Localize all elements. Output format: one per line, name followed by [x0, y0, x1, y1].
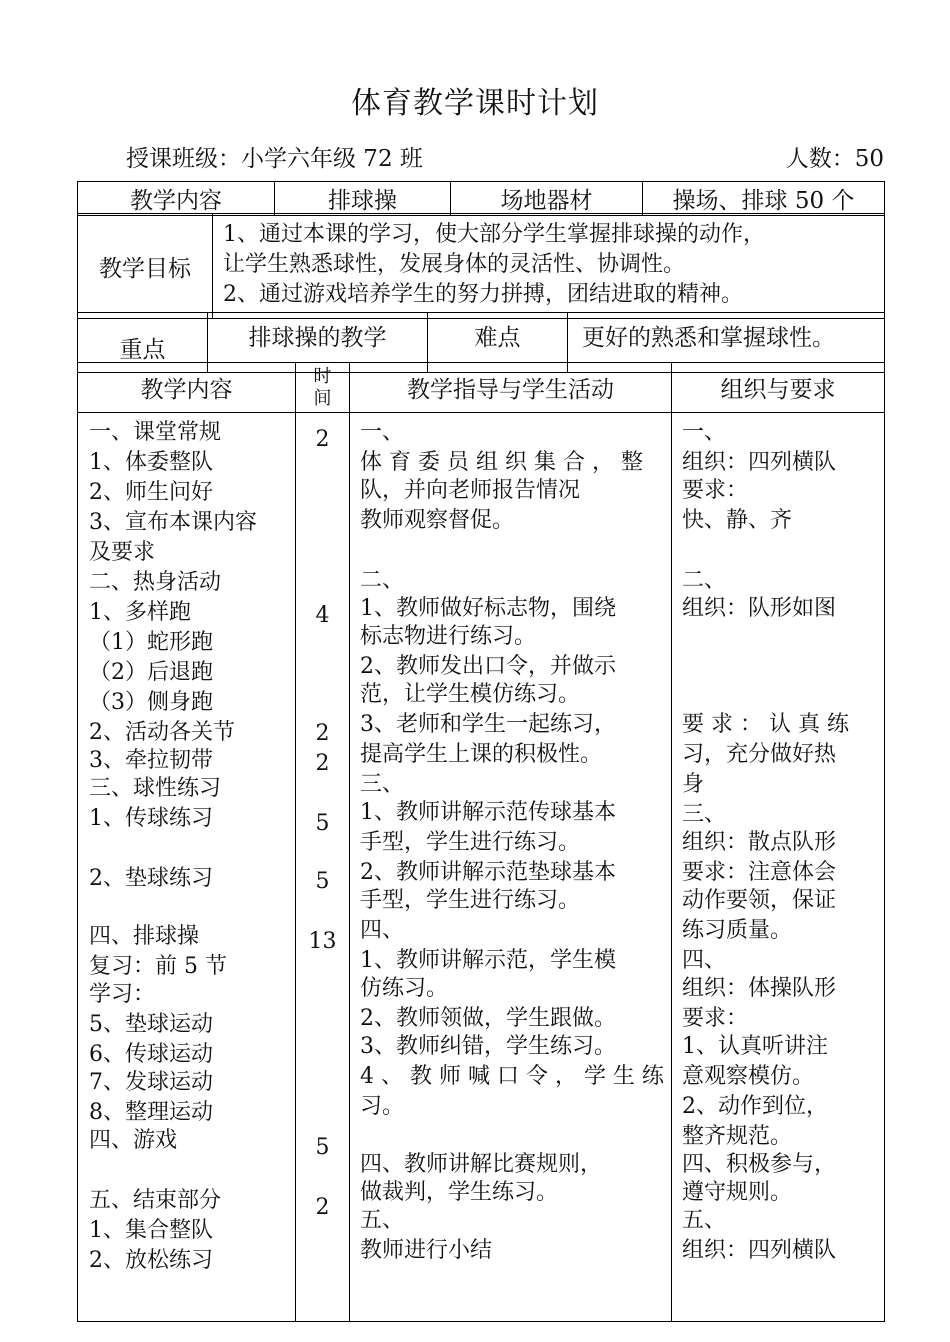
time-value: 2 — [315, 1195, 330, 1220]
cell-line: 四、排球操 — [89, 924, 200, 949]
cell-line: 范，让学生模仿练习。 — [360, 682, 581, 707]
cell-line: 学习： — [89, 982, 156, 1007]
header-time-2: 间 — [313, 387, 332, 409]
content-row — [77, 181, 885, 216]
cell-line: 3、教师纠错，学生练习。 — [360, 1034, 616, 1059]
cell-line: 身 — [682, 772, 705, 797]
cell-line: 3、宣布本课内容 — [89, 510, 257, 535]
cell-line: 一、课堂常规 — [89, 420, 222, 445]
cell-line: 仿练习。 — [360, 976, 449, 1001]
goal-line: 2、通过游戏培养学生的努力拼搏，团结进取的精神。 — [223, 282, 743, 307]
header-organization: 组织与要求 — [672, 363, 885, 413]
cell-line: 做裁判，学生练习。 — [360, 1180, 559, 1205]
cell-line: 五、 — [682, 1208, 727, 1233]
guidance-column — [350, 413, 672, 1322]
cell-line: 2、活动各关节 — [89, 720, 235, 745]
cell-line: 队，并向老师报告情况 — [360, 478, 581, 503]
cell-line: 五、 — [360, 1208, 405, 1233]
cell-line: 二、热身活动 — [89, 570, 222, 595]
time-value: 2 — [315, 721, 330, 746]
venue-label: 场地器材 — [451, 182, 643, 216]
cell-line: 三、 — [682, 802, 727, 827]
cell-line: 1、集合整队 — [89, 1218, 213, 1243]
cell-line: 1、教师做好标志物，围绕 — [360, 596, 616, 621]
cell-line: 组织：体操队形 — [682, 976, 837, 1001]
time-column — [296, 413, 350, 1322]
cell-line: 2、师生问好 — [89, 480, 213, 505]
cell-line: 二、 — [682, 568, 727, 593]
time-value: 13 — [308, 929, 337, 954]
page-title: 体育教学课时计划 — [351, 86, 599, 121]
student-count: 人数：50 — [785, 146, 884, 172]
cell-line: 要求： — [682, 1006, 749, 1031]
cell-line: 三、球性练习 — [89, 776, 222, 801]
goal-line: 1、通过本课的学习，使大部分学生掌握排球操的动作， — [223, 222, 765, 247]
cell-line: 教师进行小结 — [360, 1238, 493, 1263]
cell-line: 四、 — [360, 918, 405, 943]
cell-line: 五、结束部分 — [89, 1188, 222, 1213]
class-info: 授课班级：小学六年级 72 班 — [126, 146, 423, 172]
cell-line: 8、整理运动 — [89, 1100, 213, 1125]
cell-line: 2、放松练习 — [89, 1248, 213, 1273]
cell-line: 3、牵拉韧带 — [89, 748, 213, 773]
cell-line: 4 、 教 师 喊 口 令 ， 学 生 练 — [360, 1064, 664, 1089]
cell-line: 教师观察督促。 — [360, 508, 515, 533]
cell-line: 1、教师讲解示范传球基本 — [360, 800, 616, 825]
key-point-label: 重点 — [78, 313, 208, 373]
goals-row — [77, 213, 885, 319]
goals-label: 教学目标 — [78, 214, 213, 319]
cell-line: 1、传球练习 — [89, 806, 213, 831]
cell-line: 练习质量。 — [682, 918, 793, 943]
cell-line: 1、教师讲解示范，学生模 — [360, 948, 616, 973]
organization-column — [672, 413, 885, 1322]
cell-line: 手型，学生进行练习。 — [360, 830, 581, 855]
cell-line: （1）蛇形跑 — [89, 630, 213, 655]
cell-line: 整齐规范。 — [682, 1124, 793, 1149]
cell-line: 2、教师领做，学生跟做。 — [360, 1006, 616, 1031]
cell-line: 习，充分做好热 — [682, 742, 837, 767]
cell-line: 2、垫球练习 — [89, 866, 213, 891]
cell-line: 遵守规则。 — [682, 1180, 793, 1205]
cell-line: 要求：注意体会 — [682, 860, 837, 885]
cell-line: 6、传球运动 — [89, 1042, 213, 1067]
cell-line: 四、 — [682, 948, 727, 973]
header-content: 教学内容 — [78, 363, 296, 413]
cell-line: 组织：四列横队 — [682, 1238, 837, 1263]
cell-line: 组织：散点队形 — [682, 830, 837, 855]
cell-line: 一、 — [682, 420, 727, 445]
cell-line: 组织：四列横队 — [682, 450, 837, 475]
time-value: 5 — [315, 1135, 330, 1160]
cell-line: 要求： — [682, 478, 749, 503]
cell-line: 5、垫球运动 — [89, 1012, 213, 1037]
cell-line: 四、教师讲解比赛规则， — [360, 1152, 603, 1177]
cell-line: 三、 — [360, 772, 405, 797]
cell-line: 标志物进行练习。 — [360, 624, 537, 649]
cell-line: 手型，学生进行练习。 — [360, 888, 581, 913]
cell-line: （3）侧身跑 — [89, 690, 213, 715]
cell-line: 2、动作到位， — [682, 1094, 828, 1119]
cell-line: 3、老师和学生一起练习， — [360, 712, 616, 737]
cell-line: 快、静、齐 — [682, 508, 793, 533]
cell-line: 2、教师讲解示范垫球基本 — [360, 860, 616, 885]
lesson-table — [77, 362, 885, 1322]
time-value: 2 — [315, 751, 330, 776]
venue-value: 操场、排球 50 个 — [643, 182, 885, 216]
cell-line: 动作要领，保证 — [682, 888, 837, 913]
cell-line: 意观察模仿。 — [682, 1064, 815, 1089]
goal-line: 让学生熟悉球性，发展身体的灵活性、协调性。 — [223, 252, 686, 277]
cell-line: 要 求 ： 认 真 练 — [682, 712, 849, 737]
difficulty-label: 难点 — [428, 313, 568, 373]
goals-text — [213, 214, 885, 319]
time-value: 5 — [315, 869, 330, 894]
cell-line: 二、 — [360, 568, 405, 593]
content-value: 排球操 — [275, 182, 451, 216]
cell-line: 提高学生上课的积极性。 — [360, 742, 603, 767]
difficulty-value: 更好的熟悉和掌握球性。 — [568, 313, 885, 373]
cell-line: 四、游戏 — [89, 1128, 178, 1153]
cell-line: 一、 — [360, 420, 405, 445]
cell-line: 2、教师发出口令，并做示 — [360, 654, 616, 679]
cell-line: 体 育 委 员 组 织 集 合 ， 整 — [360, 450, 643, 475]
cell-line: 1、多样跑 — [89, 600, 191, 625]
time-value: 4 — [315, 603, 330, 628]
header-time — [296, 363, 350, 413]
cell-line: （2）后退跑 — [89, 660, 213, 685]
content-label: 教学内容 — [78, 182, 275, 216]
cell-line: 组织：队形如图 — [682, 596, 837, 621]
key-point-value: 排球操的教学 — [208, 313, 428, 373]
cell-line: 7、发球运动 — [89, 1070, 213, 1095]
cell-line: 复习：前 5 节 — [89, 954, 227, 979]
time-value: 2 — [315, 427, 330, 452]
header-guidance: 教学指导与学生活动 — [350, 363, 672, 413]
header-time-1: 时 — [313, 365, 332, 387]
cell-line: 及要求 — [89, 540, 156, 565]
cell-line: 四、积极参与， — [682, 1152, 837, 1177]
cell-line: 习。 — [360, 1094, 405, 1119]
time-value: 5 — [315, 811, 330, 836]
cell-line: 1、认真听讲注 — [682, 1034, 828, 1059]
cell-line: 1、体委整队 — [89, 450, 213, 475]
content-column — [78, 413, 296, 1322]
